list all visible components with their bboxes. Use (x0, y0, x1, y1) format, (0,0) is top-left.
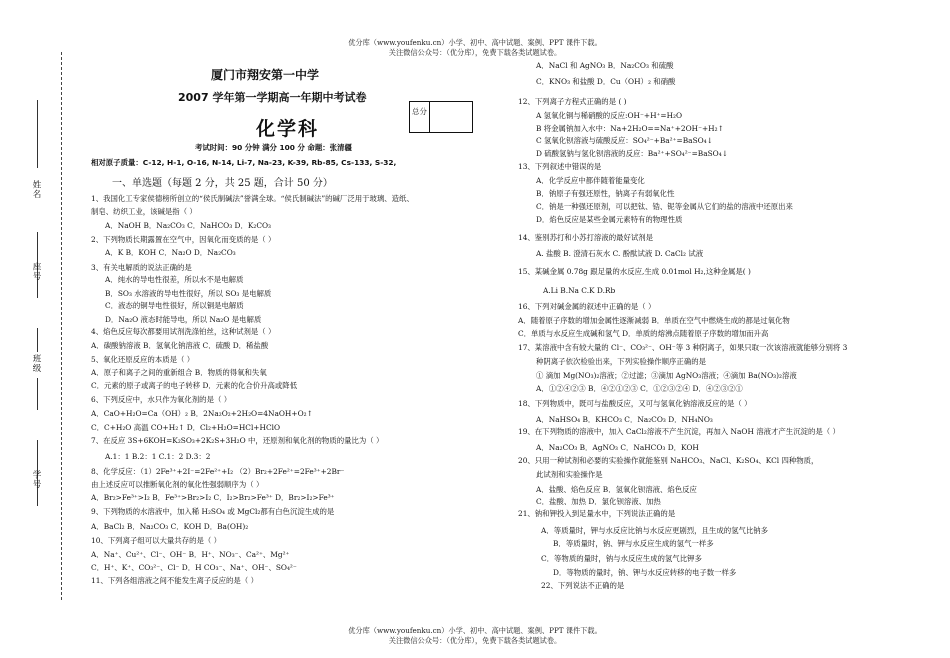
left-question-line: 10、下列离子组可以大量共存的是（ ） (91, 536, 222, 545)
left-question-line: A．Br₂>Fe³⁺>I₂ B．Fe³⁺>Br₂>I₂ C．I₂>Br₂>Fe³⁺ D．Br₂>I₂>Fe³⁺ (91, 493, 335, 502)
left-question-line: 7、在反应 3S+6KOH=K₂SO₃+2K₂S+3H₂O 中，还原剂和氧化剂的物质的量比为（ ） (91, 436, 384, 445)
right-question-line: 12、下列离子方程式正确的是 ( ) (518, 97, 627, 106)
right-question-line: D．等物质的量时，钠、钾与水反应转移的电子数一样多 (553, 568, 737, 577)
left-question-line: C．C+H₂O 高温 CO+H₂↑ D．Cl₂+H₂O=HCl+HClO (91, 423, 281, 432)
left-question-line: 3、有关电解质的说法正确的是 (91, 263, 192, 272)
right-question-line: 22、下列说法不正确的是 (541, 581, 625, 590)
right-question-line: A．化学反应中都伴随着能量变化 (536, 176, 645, 185)
left-question-line: 9、下列物质的水溶液中，加入稀 H₂SO₄ 或 MgCl₂都有白色沉淀生成的是 (91, 507, 335, 516)
right-question-line: 18、下列物质中，既可与盐酸反应，又可与氢氧化钠溶液反应的是（ ） (518, 399, 752, 408)
right-question-line: A．Na₂CO₃ B．AgNO₃ C．NaHCO₃ D．KOH (536, 443, 699, 452)
binding-fold-line (61, 52, 62, 600)
right-question-line: C．单质与水反应生成碱和氢气 D．单质的熔沸点随着原子序数的增加而升高 (518, 329, 769, 338)
left-question-line: 11、下列各组溶液之间不能发生离子反应的是（ ） (91, 576, 258, 585)
watermark-bottom-line2: 关注微信公众号：（优分库），免费下载各类试题试卷。 (388, 636, 562, 645)
exam-info: 考试时间：90 分钟 满分 100 分 命题：张清疆 (195, 143, 352, 152)
left-question-line: 2、下列物质长期露置在空气中，因氧化而变质的是（ ） (91, 235, 276, 244)
left-question-line: A．NaOH B．Na₂CO₃ C．NaHCO₃ D．K₂CO₃ (105, 221, 272, 230)
left-question-line: A．纯水的导电性很差，所以水不是电解质 (105, 275, 244, 284)
right-question-line: C 氢氧化钡溶液与硫酸反应：SO₄²⁻+Ba²⁺=BaSO₄↓ (536, 136, 713, 145)
left-question-line: A．CaO+H₂O=Ca（OH）₂ B．2Na₂O₂+2H₂O=4NaOH+O₂↑ (91, 409, 313, 418)
right-question-line: D 硫酸氢钠与氢化钡溶液的反应：Ba²⁺+SO₄²⁻=BaSO₄↓ (536, 149, 728, 158)
left-question-line: A．碳酸钠溶液 B．氢氧化钠溶液 C．硫酸 D．稀盐酸 (91, 341, 269, 350)
left-question-line: C．H⁺、K⁺、CO₃²⁻、Cl⁻ D．H CO₃⁻、Na⁺、OH⁻、SO₄²⁻ (91, 563, 297, 572)
right-question-line: 此试剂和实验操作是 (536, 470, 603, 479)
left-question-line: 制皂、纺织工业，该碱是指（ ） (91, 207, 197, 216)
right-question-line: 14、鉴别苏打和小苏打溶液的最好试剂是 (518, 233, 654, 242)
right-question-line: 19、在下列物质的溶液中，加入 CaCl₂溶液不产生沉淀，再加入 NaOH 溶液才产生沉淀的是（ ） (518, 427, 840, 436)
left-question-line: C．元素的原子或离子的电子转移 D．元素的化合价升高或降低 (91, 381, 298, 390)
right-question-line: A．盐酸、焰色反应 B．氢氧化钡溶液、焰色反应 (536, 485, 697, 494)
watermark-top-line1: 优分库（www.youfenku.cn）小学、初中、高中试题、案例、PPT 课件下载。 (348, 38, 602, 47)
right-question-line: C．KNO₃ 和盐酸 D．Cu（OH）₂ 和硝酸 (536, 77, 676, 86)
right-question-line: A．随着原子序数的增加金属性逐渐减弱 B．单质在空气中燃烧生成的都是过氧化物 (518, 316, 790, 325)
right-question-line: B 将金属钠加入水中：Na+2H₂O==Na⁺+2OH⁻+H₂↑ (536, 124, 724, 133)
left-question-line: B．SO₃ 水溶液的导电性很好，所以 SO₃ 是电解质 (105, 289, 272, 298)
right-question-line: 种阴离子依次检验出来，下列实验操作顺序正确的是 (536, 357, 706, 366)
right-question-line: A 氢氧化铜与稀硝酸的反应:OH⁻+H⁺=H₂O (536, 111, 683, 120)
left-question-line: 由上述反应可以推断氧化剂的氧化性强弱顺序为（ ） (91, 480, 264, 489)
class-label: 班级 (31, 354, 41, 373)
right-question-line: A. 盐酸 B. 澄清石灰水 C. 酚酞试液 D. CaCl₂ 试液 (536, 249, 704, 258)
class-blank-line (37, 328, 38, 352)
class-blank-line-2 (37, 378, 38, 410)
seat-label: 座号 (31, 262, 41, 281)
right-question-line: 21、钠和钾投入到足量水中，下列说法正确的是 (518, 509, 676, 518)
right-question-line: 13、下列叙述中错误的是 (518, 162, 602, 171)
left-question-line: D．Na₂O 液态时能导电，所以 Na₂O 是电解质 (105, 315, 262, 324)
left-question-line: 4、焰色反应每次都要用试剂洗涤铂丝，这种试剂是（ ） (91, 327, 276, 336)
school-title: 厦门市翔安第一中学 (211, 68, 320, 82)
right-question-line: A．等质量时，钾与水反应比钠与水反应更剧烈，且生成的氢气比钠多 (541, 526, 769, 535)
left-question-line: A．K B．KOH C．Na₂O D．Na₂CO₃ (105, 248, 236, 257)
total-score-label: 总分 (410, 102, 430, 132)
atomic-mass-line: 相对原子质量：C-12, H-1, O-16, N-14, Li-7, Na-23, K-39, Rb-85, Cs-133, S-32, (91, 158, 397, 167)
left-question-line: A．BaCl₂ B．Na₂CO₃ C．KOH D．Ba(OH)₂ (91, 522, 249, 531)
right-question-line: A．NaHSO₄ B．KHCO₃ C．Na₂CO₃ D．NH₄NO₃ (536, 415, 713, 424)
watermark-top-line2: 关注微信公众号：（优分库），免费下载各类试题试卷。 (388, 48, 562, 57)
name-blank-line (37, 100, 38, 168)
left-question-line: A．原子和离子之间的重新组合 B．物质的得氧和失氧 (91, 368, 267, 377)
right-question-line: C．盐酸、加热 D．氯化钡溶液、加热 (536, 497, 661, 506)
left-question-line: C．液态的铜导电性很好，所以铜是电解质 (105, 301, 244, 310)
right-question-line: ① 滴加 Mg(NO₃)₂溶液；②过滤；③滴加 AgNO₃溶液；④滴加 Ba(NO₃)₂溶液 (536, 371, 797, 380)
right-question-line: D．焰色反应是某些金属元素特有的物理性质 (536, 215, 683, 224)
left-question-line: 1、我国化工专家侯德榜所创立的“侯氏制碱法”誉满全球。“侯氏制碱法”的碱厂泛用于玻璃、造纸、 (91, 194, 414, 203)
left-question-line: A.1：1 B.2：1 C.1：2 D.3：2 (105, 452, 211, 461)
right-question-line: 15、某碱金属 0.78g 跟足量的水反应,生成 0.01mol H₂,这种金属是( ) (518, 267, 751, 276)
watermark-bottom-line1: 优分库（www.youfenku.cn）小学、初中、高中试题、案例、PPT 课件下载。 (348, 626, 602, 635)
section-heading: 一、单选题（每题 2 分，共 25 题，合计 50 分） (112, 178, 333, 189)
name-label: 姓名 (31, 180, 41, 199)
right-question-line: B．等质量时，钠、钾与水反应生成的氢气一样多 (553, 539, 714, 548)
right-question-line: 20、只用一种试剂和必要的实验操作就能鉴别 NaHCO₃、NaCl、K₂SO₄、KCl 四种物质， (518, 456, 819, 465)
total-score-box (409, 101, 473, 133)
right-question-line: 16、下列对碱金属的叙述中正确的是（ ） (518, 302, 656, 311)
subject-title: 化学科 (256, 118, 320, 140)
left-question-line: 8、化学反应：（1）2Fe³⁺+2I⁻=2Fe²⁺+I₂ （2）Br₂+2Fe²⁺=2Fe³⁺+2Br⁻ (91, 467, 345, 476)
right-question-line: C．等物质的量时，钠与水反应生成的氢气比钾多 (541, 554, 702, 563)
left-question-line: A．Na⁺、Cu²⁺、Cl⁻、OH⁻ B．H⁺、NO₃⁻、Ca²⁺、Mg²⁺ (91, 550, 290, 559)
right-question-line: A.Li B.Na C.K D.Rb (543, 286, 616, 295)
left-question-line: 6、下列反应中，水只作为氧化剂的是（ ） (91, 395, 232, 404)
right-question-line: 17、某溶液中含有较大量的 Cl⁻、CO₃²⁻、OH⁻等 3 种阴离子，如果只取一次该溶液就能够分别将 3 (518, 343, 848, 352)
right-question-line: B．钠原子有强还原性，钠离子有弱氧化性 (536, 189, 675, 198)
student-id-label: 学号 (31, 470, 41, 489)
right-question-line: A．①②④②③ B．④②①②③ C．①②③②④ D．④②③②① (536, 384, 743, 393)
right-question-line: A．NaCl 和 AgNO₃ B．Na₂CO₃ 和硫酸 (536, 61, 674, 70)
exam-title: 2007 学年第一学期高一年期中考试卷 (178, 91, 367, 104)
right-question-line: C．钠是一种强还原剂，可以把钛、锆、铌等金属从它们的盐的溶液中还原出来 (536, 202, 793, 211)
left-question-line: 5、氧化还原反应的本质是（ ） (91, 355, 195, 364)
